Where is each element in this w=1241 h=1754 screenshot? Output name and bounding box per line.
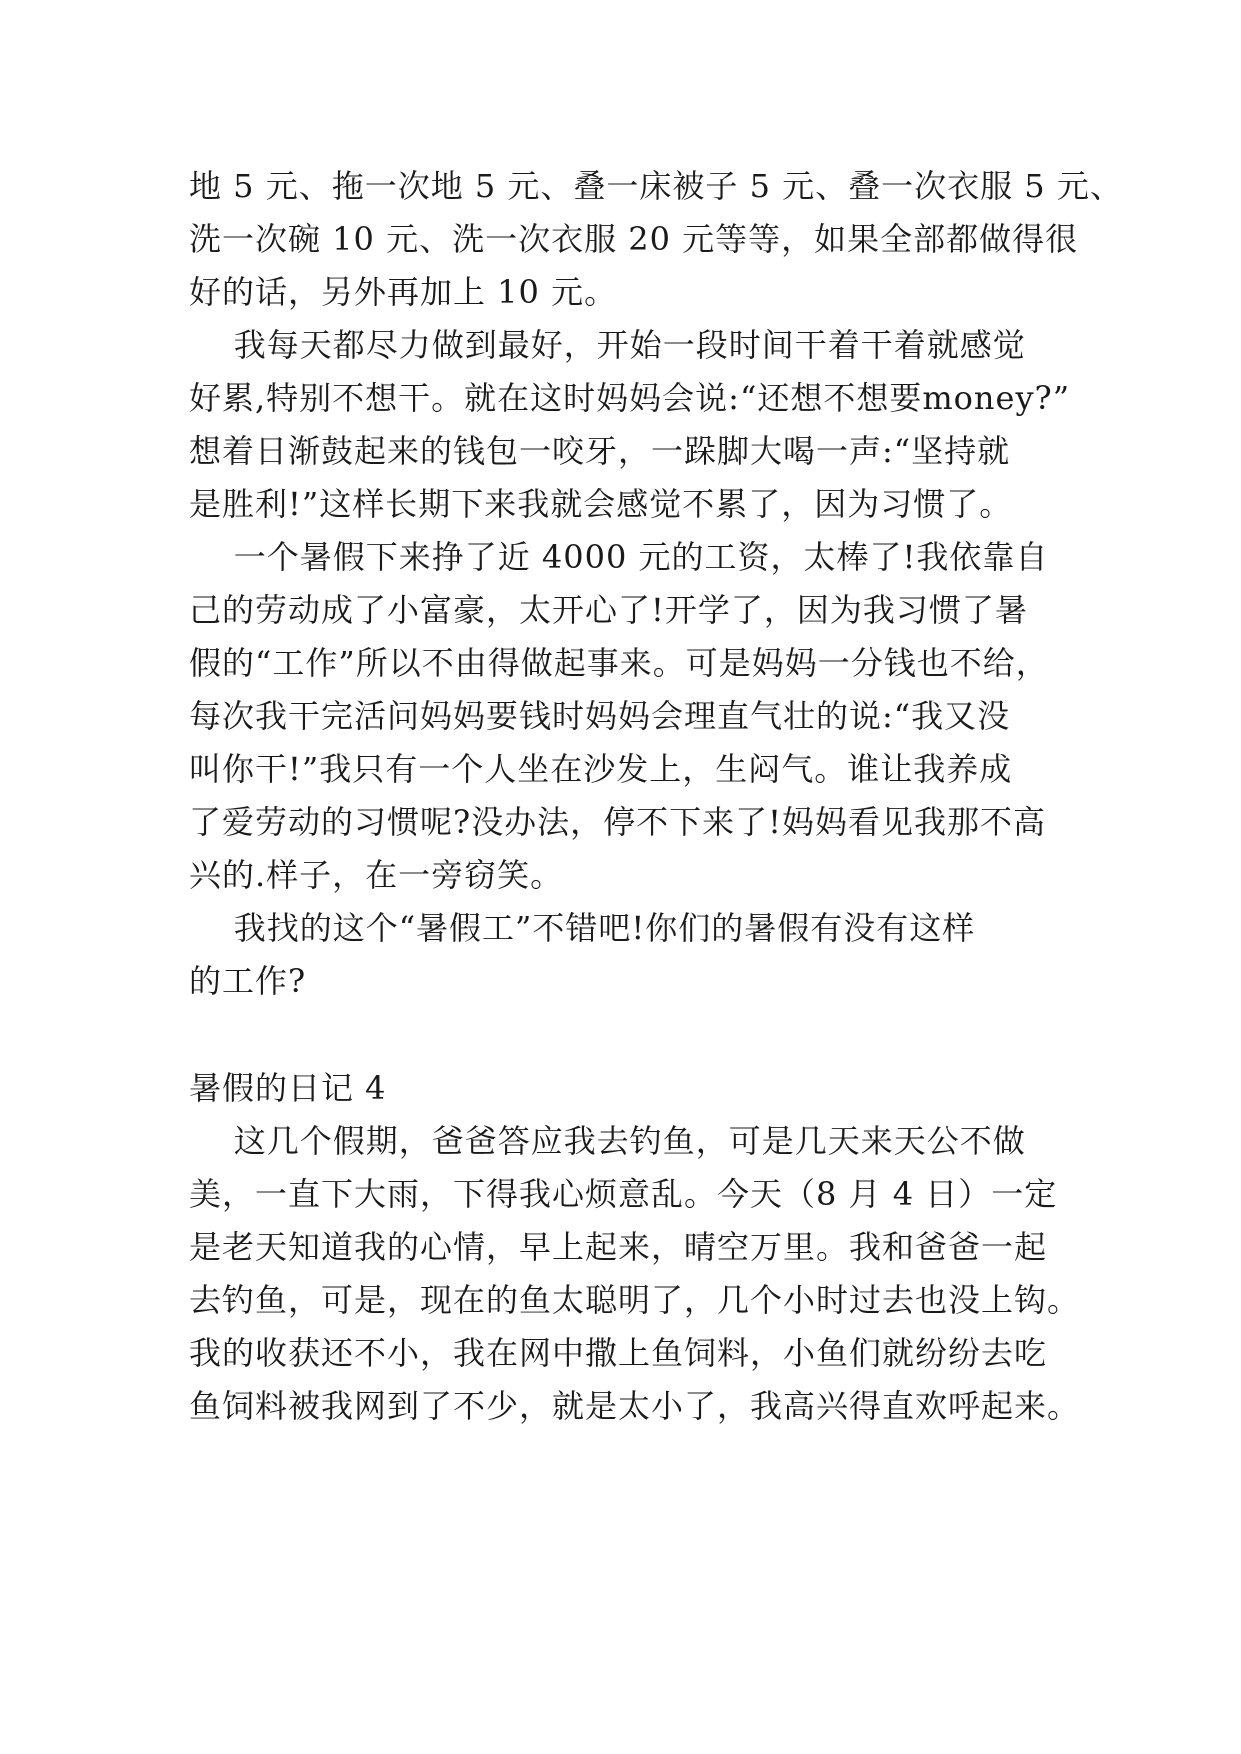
text-line: 己的劳动成了小富豪，太开心了!开学了，因为我习惯了暑 [189, 591, 1028, 629]
paragraph-closing-question [189, 902, 1059, 1008]
text-line: 这几个假期，爸爸答应我去钓鱼，可是几天来天公不做 [189, 1122, 1026, 1160]
text-line: 我每天都尽力做到最好，开始一段时间干着干着就感觉 [189, 326, 1026, 364]
text-line: 地 5 元、拖一次地 5 元、叠一床被子 5 元、叠一次衣服 5 元、 [189, 167, 1123, 205]
paragraph-fishing-trip [189, 1115, 1081, 1433]
text-line: 鱼饲料被我网到了不少，就是太小了，我高兴得直欢呼起来。 [189, 1387, 1081, 1425]
document-body [189, 160, 1123, 1433]
text-line: 洗一次碗 10 元、洗一次衣服 20 元等等，如果全部都做得很 [189, 220, 1079, 258]
section-title: 暑假的日记 4 [189, 1069, 387, 1107]
paragraph-chores-prices [189, 160, 1123, 319]
text-line: 一个暑假下来挣了近 4000 元的工资，太棒了!我依靠自 [189, 538, 1049, 576]
text-line: 兴的.样子，在一旁窃笑。 [189, 856, 564, 894]
text-line: 我的收获还不小，我在网中撒上鱼饲料，小鱼们就纷纷去吃 [189, 1334, 1048, 1372]
text-line: 了爱劳动的习惯呢?没办法，停不下来了!妈妈看见我那不高 [189, 803, 1047, 841]
text-line: 假的“工作”所以不由得做起事来。可是妈妈一分钱也不给， [189, 644, 1049, 682]
text-line: 美，一直下大雨，下得我心烦意乱。今天（8 月 4 日）一定 [189, 1175, 1058, 1213]
text-line: 的工作? [189, 962, 307, 1000]
text-line: 去钓鱼，可是，现在的鱼太聪明了，几个小时过去也没上钩。 [189, 1281, 1081, 1319]
text-line: 是老天知道我的心情，早上起来，晴空万里。我和爸爸一起 [189, 1228, 1048, 1266]
text-line: 每次我干完活问妈妈要钱时妈妈会理直气壮的说:“我又没 [189, 697, 1011, 735]
text-line: 好的话，另外再加上 10 元。 [189, 273, 618, 311]
text-line: 叫你干!”我只有一个人坐在沙发上，生闷气。谁让我养成 [189, 750, 1013, 788]
text-line: 我找的这个“暑假工”不错吧!你们的暑假有没有这样 [189, 909, 976, 947]
section-spacer [189, 1008, 1059, 1062]
paragraph-daily-effort [189, 319, 1071, 531]
text-line: 好累,特别不想干。就在这时妈妈会说:“还想不想要money?” [189, 379, 1071, 417]
text-line: 是胜利!”这样长期下来我就会感觉不累了，因为习惯了。 [189, 485, 1013, 523]
text-line: 想着日渐鼓起来的钱包一咬牙，一跺脚大喝一声:“坚持就 [189, 432, 1011, 470]
paragraph-summer-earnings [189, 531, 1059, 902]
